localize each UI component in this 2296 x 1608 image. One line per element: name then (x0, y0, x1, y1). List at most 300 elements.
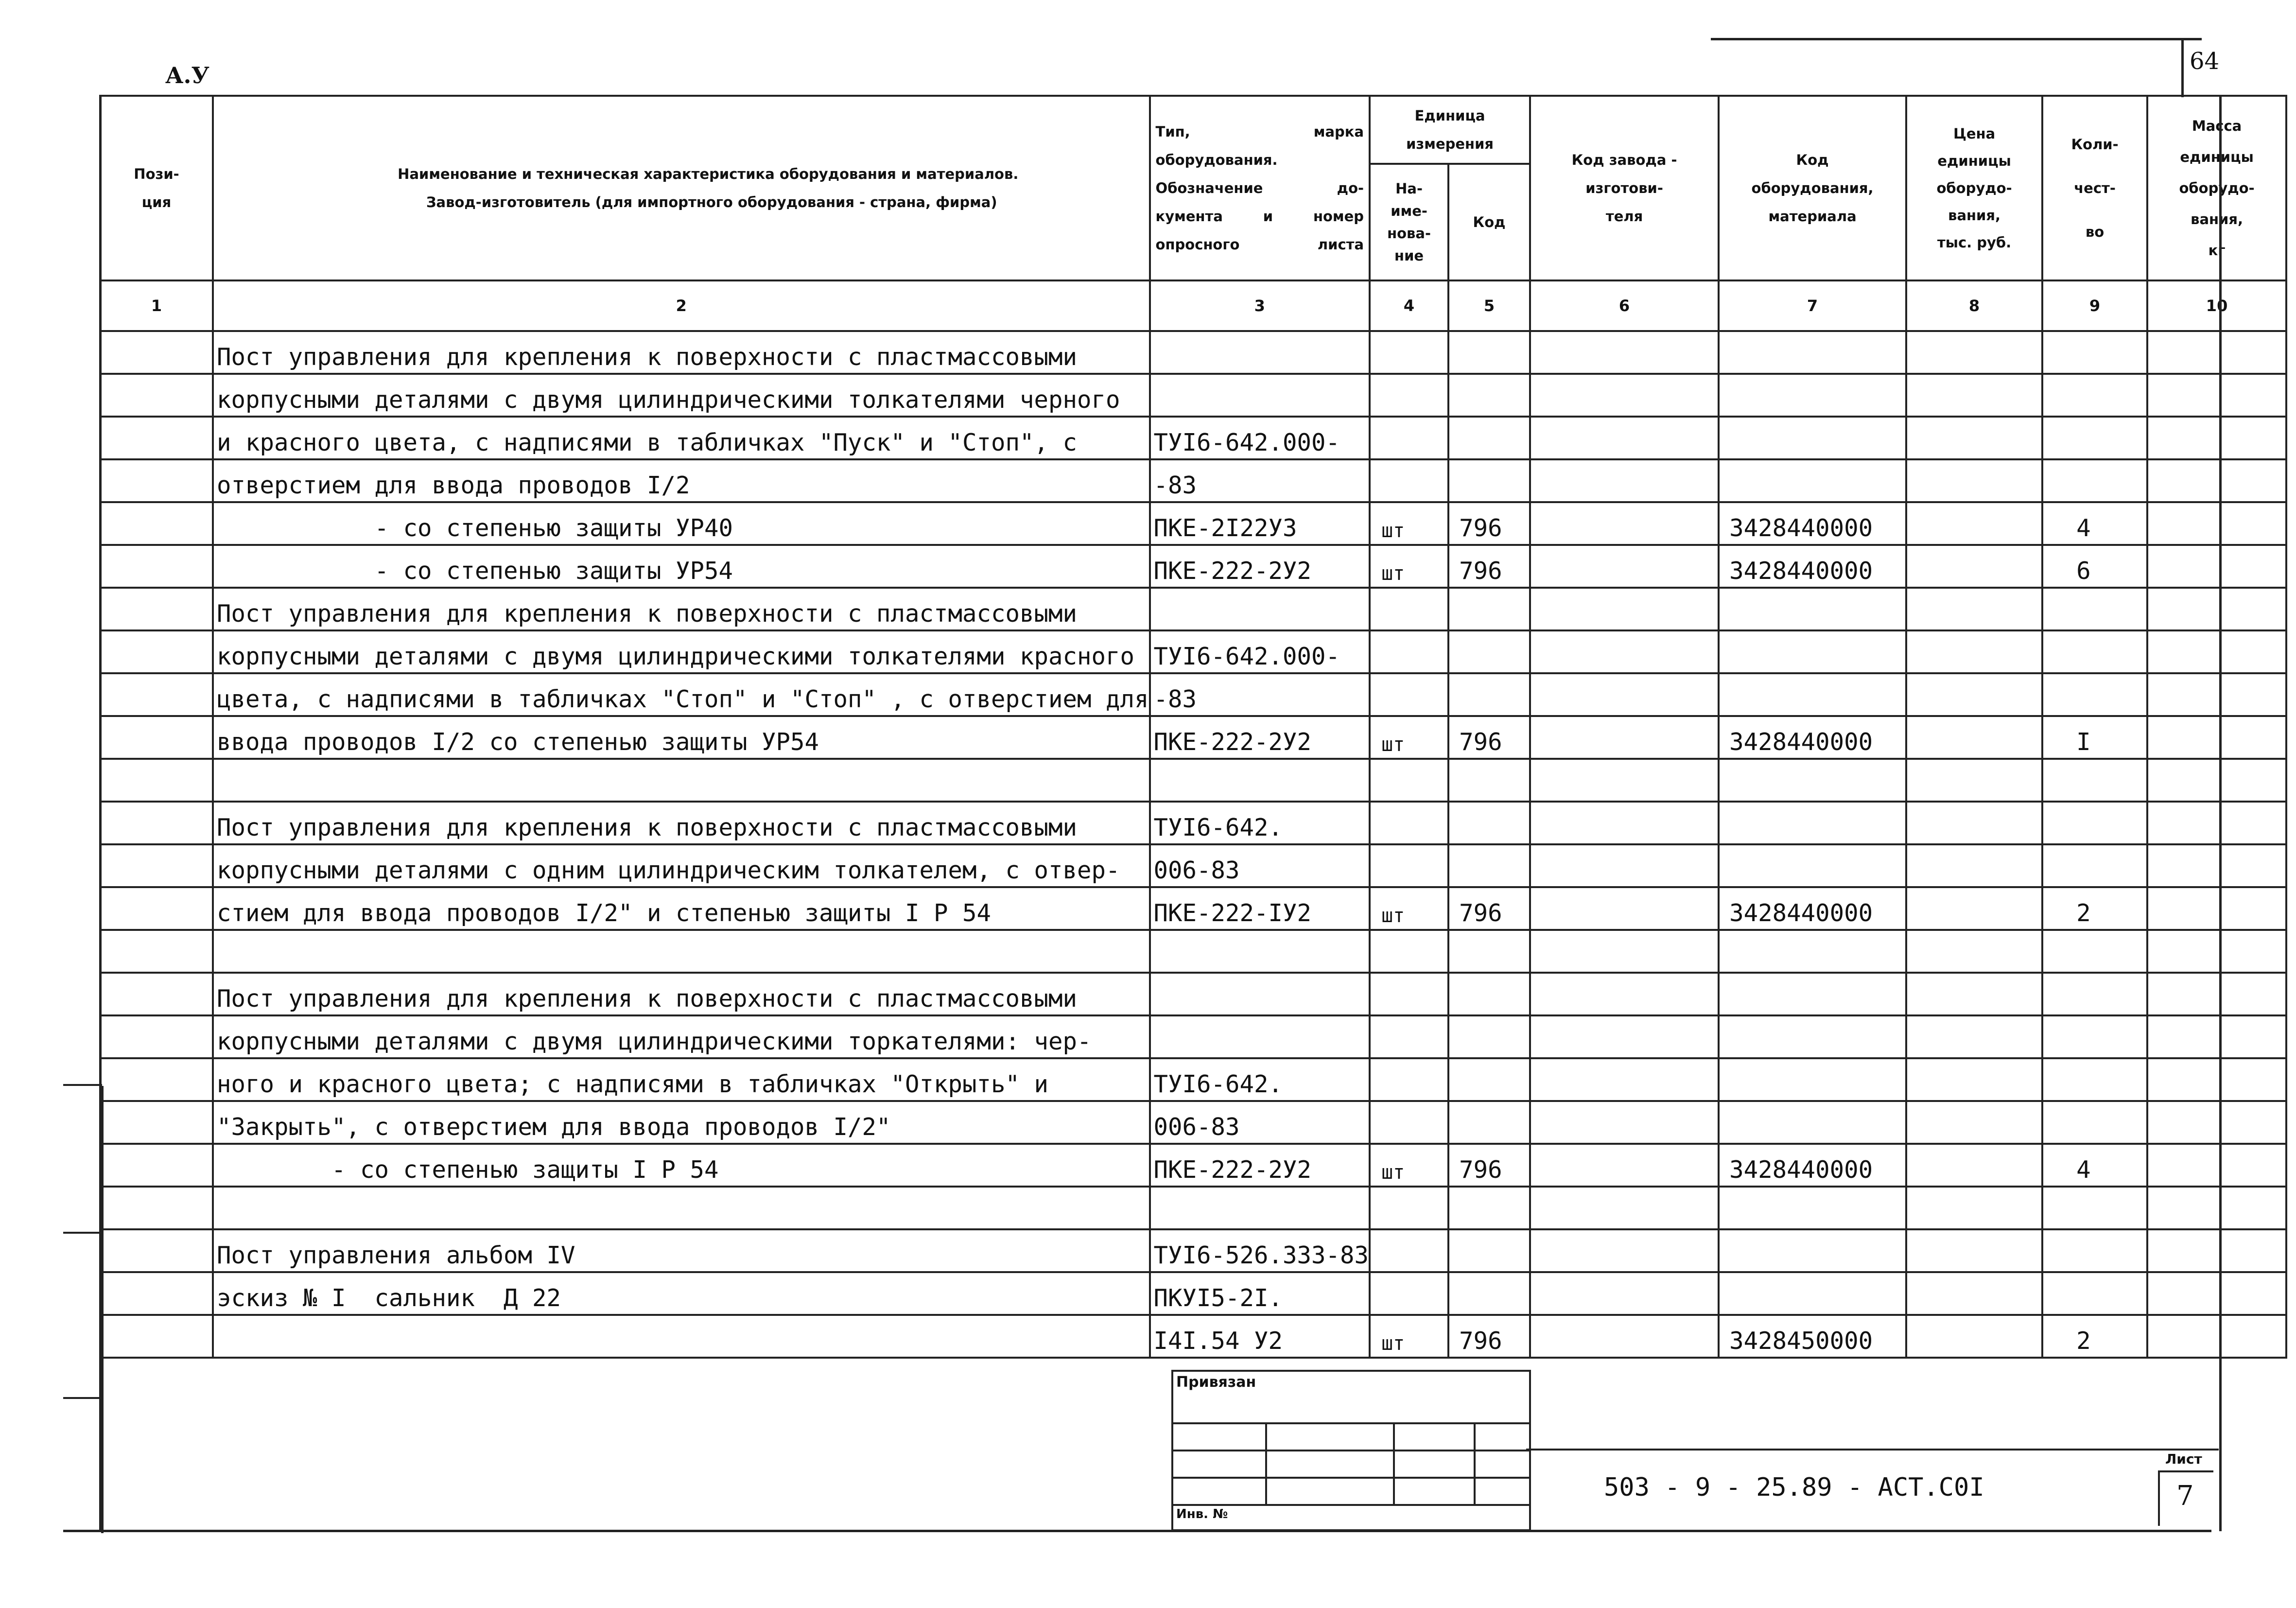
cell-mass (2147, 930, 2286, 973)
cell-equipment-code: 3428440000 (1719, 545, 1906, 588)
cell-type: ТУI6-642. (1150, 802, 1370, 844)
cell-type (1150, 588, 1370, 630)
cell-equipment-code (1719, 1272, 1906, 1315)
cell-quantity (2042, 588, 2147, 630)
cell-quantity (2042, 844, 2147, 887)
cell-mass (2147, 630, 2286, 673)
cell-quantity (2042, 1101, 2147, 1144)
cell-equipment-code (1719, 1015, 1906, 1058)
cell-maker-code (1530, 716, 1719, 759)
cell-price (1906, 887, 2042, 930)
cell-price (1906, 417, 2042, 459)
header-equipment-code: Код оборудования, материала (1719, 96, 1906, 280)
cell-unit-code: 796 (1448, 887, 1530, 930)
cell-unit-code (1448, 417, 1530, 459)
cell-name: "Закрыть", с отверстием для ввода проводов I/2" (213, 1101, 1150, 1144)
cell-unit-code (1448, 1101, 1530, 1144)
sheet-number: 7 (2176, 1480, 2194, 1512)
cell-price (1906, 1229, 2042, 1272)
cell-type: ПКЕ-222-2У2 (1150, 545, 1370, 588)
cell-unit-name (1370, 844, 1448, 887)
cell-mass (2147, 1015, 2286, 1058)
stamp-inventory: Инв. № (1172, 1505, 1530, 1530)
cell-name: ввода проводов I/2 со степенью защиты УР54 (213, 716, 1150, 759)
header-position: Пози- ция (100, 96, 213, 280)
cell-name (213, 930, 1150, 973)
cell-unit-code (1448, 930, 1530, 973)
cell-maker-code (1530, 1058, 1719, 1101)
cell-equipment-code: 3428450000 (1719, 1315, 1906, 1358)
table-row (100, 1101, 2286, 1144)
cell-mass (2147, 973, 2286, 1015)
cell-maker-code (1530, 1144, 1719, 1187)
cell-quantity (2042, 930, 2147, 973)
cell-type: -83 (1150, 673, 1370, 716)
cell-unit-code: 796 (1448, 1144, 1530, 1187)
cell-equipment-code (1719, 1187, 1906, 1229)
cell-type: ПКУI5-2I. (1150, 1272, 1370, 1315)
cell-position (100, 844, 213, 887)
cell-type: 006-83 (1150, 1101, 1370, 1144)
cell-type (1150, 973, 1370, 1015)
cell-mass (2147, 716, 2286, 759)
table-row (100, 1015, 2286, 1058)
cell-position (100, 930, 213, 973)
col-num: 5 (1448, 280, 1530, 331)
table-row (100, 502, 2286, 545)
cell-type (1150, 1187, 1370, 1229)
table-row (100, 716, 2286, 759)
table-row (100, 630, 2286, 673)
cell-maker-code (1530, 1315, 1719, 1358)
cell-unit-code (1448, 374, 1530, 417)
cell-type: -83 (1150, 459, 1370, 502)
cell-unit-code (1448, 459, 1530, 502)
cell-position (100, 1015, 213, 1058)
cell-mass (2147, 417, 2286, 459)
cell-position (100, 417, 213, 459)
header-mass: Масса единицы оборудо- вания, кг (2147, 96, 2286, 280)
header-name: Наименование и техническая характеристика оборудования и материалов. Завод-изготовитель (для импортного оборудования - страна, фирма) (213, 96, 1150, 280)
table-row (100, 374, 2286, 417)
cell-quantity (2042, 1058, 2147, 1101)
cell-unit-code (1448, 1015, 1530, 1058)
cell-mass (2147, 1058, 2286, 1101)
col-num: 10 (2147, 280, 2286, 331)
table-row (100, 930, 2286, 973)
cell-maker-code (1530, 630, 1719, 673)
cell-unit-name (1370, 331, 1448, 374)
cell-position (100, 459, 213, 502)
cell-mass (2147, 844, 2286, 887)
header-unit-code: Код (1448, 164, 1530, 280)
title-block-rule (1526, 1449, 2219, 1451)
cell-maker-code (1530, 502, 1719, 545)
cell-equipment-code (1719, 1229, 1906, 1272)
cell-maker-code (1530, 545, 1719, 588)
cell-unit-name (1370, 1272, 1448, 1315)
cell-name: корпусными деталями с одним цилиндрическим толкателем, с отвер- (213, 844, 1150, 887)
cell-mass (2147, 1229, 2286, 1272)
cell-name: эскиз № I сальник Д 22 (213, 1272, 1150, 1315)
cell-unit-code (1448, 673, 1530, 716)
table-row (100, 759, 2286, 802)
cell-name (213, 1187, 1150, 1229)
cell-unit-name (1370, 1101, 1448, 1144)
cell-unit-code (1448, 802, 1530, 844)
cell-quantity (2042, 459, 2147, 502)
cell-position (100, 1315, 213, 1358)
corner-mark: А.У (165, 62, 209, 88)
cell-name: корпусными деталями с двумя цилиндрическими толкателями красного (213, 630, 1150, 673)
cell-mass (2147, 1101, 2286, 1144)
cell-equipment-code: 3428440000 (1719, 887, 1906, 930)
cell-position (100, 545, 213, 588)
cell-name: ного и красного цвета; с надписями в табличках "Открыть" и (213, 1058, 1150, 1101)
cell-position (100, 759, 213, 802)
table-row (100, 331, 2286, 374)
cell-price (1906, 716, 2042, 759)
cell-name: Пост управления для крепления к поверхности с пластмассовыми (213, 588, 1150, 630)
cell-equipment-code (1719, 1101, 1906, 1144)
cell-quantity (2042, 1229, 2147, 1272)
binding-strip (63, 1084, 102, 1533)
header-type: Тип, марка оборудования. Обозначение до- кумента и номер опросного листа (1150, 96, 1370, 280)
cell-quantity: 4 (2042, 1144, 2147, 1187)
cell-equipment-code (1719, 930, 1906, 973)
cell-name: стием для ввода проводов I/2" и степенью защиты I Р 54 (213, 887, 1150, 930)
cell-maker-code (1530, 844, 1719, 887)
cell-position (100, 502, 213, 545)
cell-position (100, 887, 213, 930)
cell-unit-code (1448, 1058, 1530, 1101)
header-unit-name: На- име- нова- ние (1370, 164, 1448, 280)
cell-type: ПКЕ-222-2У2 (1150, 1144, 1370, 1187)
cell-maker-code (1530, 973, 1719, 1015)
cell-equipment-code (1719, 759, 1906, 802)
cell-equipment-code: 3428440000 (1719, 1144, 1906, 1187)
cell-maker-code (1530, 759, 1719, 802)
cell-equipment-code: 3428440000 (1719, 502, 1906, 545)
cell-unit-name (1370, 588, 1448, 630)
cell-maker-code (1530, 1272, 1719, 1315)
cell-quantity: 2 (2042, 1315, 2147, 1358)
cell-unit-code (1448, 844, 1530, 887)
cell-position (100, 802, 213, 844)
cell-quantity (2042, 1272, 2147, 1315)
cell-price (1906, 973, 2042, 1015)
cell-position (100, 630, 213, 673)
cell-unit-code (1448, 1229, 1530, 1272)
cell-maker-code (1530, 673, 1719, 716)
cell-price (1906, 459, 2042, 502)
cell-price (1906, 1187, 2042, 1229)
cell-mass (2147, 588, 2286, 630)
cell-quantity (2042, 802, 2147, 844)
page-number: 64 (2190, 48, 2220, 75)
cell-price (1906, 673, 2042, 716)
cell-price (1906, 588, 2042, 630)
cell-mass (2147, 331, 2286, 374)
cell-price (1906, 1272, 2042, 1315)
table-row (100, 588, 2286, 630)
table-row (100, 417, 2286, 459)
cell-name: Пост управления альбом IV (213, 1229, 1150, 1272)
table-row (100, 1187, 2286, 1229)
cell-type: ПКЕ-222-2У2 (1150, 716, 1370, 759)
cell-position (100, 716, 213, 759)
cell-name: - со степенью защиты УР40 (213, 502, 1150, 545)
cell-maker-code (1530, 588, 1719, 630)
cell-unit-code: 796 (1448, 1315, 1530, 1358)
cell-maker-code (1530, 1101, 1719, 1144)
cell-maker-code (1530, 802, 1719, 844)
specification-table (99, 95, 2287, 1359)
cell-equipment-code: 3428440000 (1719, 716, 1906, 759)
cell-unit-code (1448, 588, 1530, 630)
cell-unit-name: шт (1370, 716, 1448, 759)
col-num: 6 (1530, 280, 1719, 331)
cell-name: цвета, с надписями в табличках "Стоп" и "Стоп" , с отверстием для (213, 673, 1150, 716)
cell-unit-name (1370, 673, 1448, 716)
cell-maker-code (1530, 930, 1719, 973)
cell-quantity (2042, 973, 2147, 1015)
table-row (100, 844, 2286, 887)
cell-quantity (2042, 1015, 2147, 1058)
header-quantity: Коли- чест- во (2042, 96, 2147, 280)
cell-type: ТУI6-642. (1150, 1058, 1370, 1101)
table-row (100, 973, 2286, 1015)
cell-unit-code: 796 (1448, 502, 1530, 545)
cell-quantity (2042, 374, 2147, 417)
cell-mass (2147, 887, 2286, 930)
stamp-linked: Привязан (1172, 1371, 1530, 1423)
cell-mass (2147, 759, 2286, 802)
header-maker-code: Код завода - изготови- теля (1530, 96, 1719, 280)
cell-price (1906, 1144, 2042, 1187)
cell-equipment-code (1719, 417, 1906, 459)
cell-unit-code (1448, 973, 1530, 1015)
cell-type: ПКЕ-2I22УЗ (1150, 502, 1370, 545)
cell-unit-code (1448, 630, 1530, 673)
cell-unit-name: шт (1370, 1144, 1448, 1187)
cell-unit-name: шт (1370, 502, 1448, 545)
cell-equipment-code (1719, 802, 1906, 844)
cell-equipment-code (1719, 331, 1906, 374)
title-stamp (1171, 1370, 1531, 1531)
frame-bottom (63, 1530, 2211, 1532)
table-row (100, 1144, 2286, 1187)
cell-price (1906, 930, 2042, 973)
cell-type (1150, 331, 1370, 374)
cell-maker-code (1530, 417, 1719, 459)
cell-price (1906, 630, 2042, 673)
cell-unit-code: 796 (1448, 716, 1530, 759)
cell-unit-code (1448, 759, 1530, 802)
table-row (100, 802, 2286, 844)
cell-position (100, 973, 213, 1015)
cell-unit-name (1370, 759, 1448, 802)
cell-price (1906, 374, 2042, 417)
cell-mass (2147, 1272, 2286, 1315)
cell-name: корпусными деталями с двумя цилиндрическими торкателями: чер- (213, 1015, 1150, 1058)
col-num: 2 (213, 280, 1150, 331)
cell-unit-name: шт (1370, 545, 1448, 588)
cell-unit-code: 796 (1448, 545, 1530, 588)
cell-quantity: 4 (2042, 502, 2147, 545)
cell-name: Пост управления для крепления к поверхности с пластмассовыми (213, 802, 1150, 844)
col-num: 1 (100, 280, 213, 331)
table-row (100, 1229, 2286, 1272)
cell-equipment-code (1719, 673, 1906, 716)
cell-equipment-code (1719, 588, 1906, 630)
cell-price (1906, 545, 2042, 588)
cell-quantity (2042, 417, 2147, 459)
cell-maker-code (1530, 1015, 1719, 1058)
cell-price (1906, 844, 2042, 887)
cell-position (100, 1187, 213, 1229)
cell-maker-code (1530, 1187, 1719, 1229)
cell-type: 006-83 (1150, 844, 1370, 887)
cell-price (1906, 331, 2042, 374)
cell-type: ТУI6-642.000- (1150, 630, 1370, 673)
cell-maker-code (1530, 331, 1719, 374)
sheet-label: Лист (2165, 1451, 2202, 1467)
cell-mass (2147, 545, 2286, 588)
cell-unit-name (1370, 1058, 1448, 1101)
cell-mass (2147, 502, 2286, 545)
cell-unit-name: шт (1370, 887, 1448, 930)
cell-price (1906, 759, 2042, 802)
cell-equipment-code (1719, 374, 1906, 417)
cell-name (213, 1315, 1150, 1358)
cell-maker-code (1530, 374, 1719, 417)
header-price: Цена единицы оборудо- вания, тыс. руб. (1906, 96, 2042, 280)
cell-unit-code (1448, 1272, 1530, 1315)
cell-mass (2147, 459, 2286, 502)
cell-unit-name (1370, 1229, 1448, 1272)
cell-quantity (2042, 630, 2147, 673)
cell-quantity: 6 (2042, 545, 2147, 588)
col-num: 9 (2042, 280, 2147, 331)
col-num: 3 (1150, 280, 1370, 331)
cell-type (1150, 759, 1370, 802)
cell-name: Пост управления для крепления к поверхности с пластмассовыми (213, 331, 1150, 374)
cell-quantity: I (2042, 716, 2147, 759)
cell-maker-code (1530, 887, 1719, 930)
cell-unit-name (1370, 374, 1448, 417)
cell-unit-name (1370, 1187, 1448, 1229)
col-num: 4 (1370, 280, 1448, 331)
table-row (100, 1272, 2286, 1315)
cell-equipment-code (1719, 459, 1906, 502)
cell-type (1150, 930, 1370, 973)
cell-name: и красного цвета, с надписями в табличках "Пуск" и "Стоп", с (213, 417, 1150, 459)
cell-position (100, 331, 213, 374)
table-row (100, 887, 2286, 930)
cell-unit-name (1370, 802, 1448, 844)
cell-unit-name (1370, 1015, 1448, 1058)
cell-unit-name (1370, 459, 1448, 502)
cell-position (100, 1144, 213, 1187)
cell-name: отверстием для ввода проводов I/2 (213, 459, 1150, 502)
cell-unit-name (1370, 417, 1448, 459)
cell-equipment-code (1719, 1058, 1906, 1101)
col-num: 8 (1906, 280, 2042, 331)
cell-unit-code (1448, 331, 1530, 374)
cell-price (1906, 1101, 2042, 1144)
cell-unit-name (1370, 630, 1448, 673)
cell-position (100, 1058, 213, 1101)
table-row (100, 1315, 2286, 1358)
cell-type: ТУI6-526.333-83 (1150, 1229, 1370, 1272)
table-row (100, 673, 2286, 716)
cell-price (1906, 502, 2042, 545)
cell-position (100, 374, 213, 417)
cell-unit-name: шт (1370, 1315, 1448, 1358)
cell-mass (2147, 1315, 2286, 1358)
cell-name (213, 759, 1150, 802)
table-row (100, 1058, 2286, 1101)
table-row (100, 459, 2286, 502)
cell-unit-name (1370, 930, 1448, 973)
cell-quantity (2042, 331, 2147, 374)
cell-type: ПКЕ-222-IУ2 (1150, 887, 1370, 930)
cell-equipment-code (1719, 844, 1906, 887)
cell-mass (2147, 374, 2286, 417)
header-unit-group: Единица измерения (1370, 96, 1530, 164)
cell-maker-code (1530, 1229, 1719, 1272)
cell-equipment-code (1719, 973, 1906, 1015)
page-number-box-edge (2181, 39, 2184, 97)
cell-mass (2147, 1187, 2286, 1229)
table-row (100, 545, 2286, 588)
cell-type: I4I.54 У2 (1150, 1315, 1370, 1358)
cell-name: - со степенью защиты I Р 54 (213, 1144, 1150, 1187)
cell-unit-code (1448, 1187, 1530, 1229)
cell-quantity (2042, 1187, 2147, 1229)
cell-name: корпусными деталями с двумя цилиндрическими толкателями черного (213, 374, 1150, 417)
cell-price (1906, 1015, 2042, 1058)
document-code: 503 - 9 - 25.89 - АСТ.С0I (1604, 1473, 1984, 1502)
cell-position (100, 1272, 213, 1315)
cell-type: ТУI6-642.000- (1150, 417, 1370, 459)
cell-position (100, 588, 213, 630)
cell-mass (2147, 802, 2286, 844)
cell-price (1906, 1058, 2042, 1101)
col-num: 7 (1719, 280, 1906, 331)
cell-quantity: 2 (2042, 887, 2147, 930)
cell-type (1150, 374, 1370, 417)
cell-mass (2147, 1144, 2286, 1187)
cell-position (100, 1229, 213, 1272)
cell-quantity (2042, 759, 2147, 802)
cell-position (100, 1101, 213, 1144)
cell-mass (2147, 673, 2286, 716)
top-rule (1711, 38, 2202, 40)
cell-equipment-code (1719, 630, 1906, 673)
cell-price (1906, 802, 2042, 844)
cell-type (1150, 1015, 1370, 1058)
cell-price (1906, 1315, 2042, 1358)
cell-position (100, 673, 213, 716)
cell-maker-code (1530, 459, 1719, 502)
frame-right (2219, 95, 2222, 1531)
cell-unit-name (1370, 973, 1448, 1015)
cell-name: - со степенью защиты УР54 (213, 545, 1150, 588)
cell-name: Пост управления для крепления к поверхности с пластмассовыми (213, 973, 1150, 1015)
column-numbers-row (100, 280, 2286, 331)
